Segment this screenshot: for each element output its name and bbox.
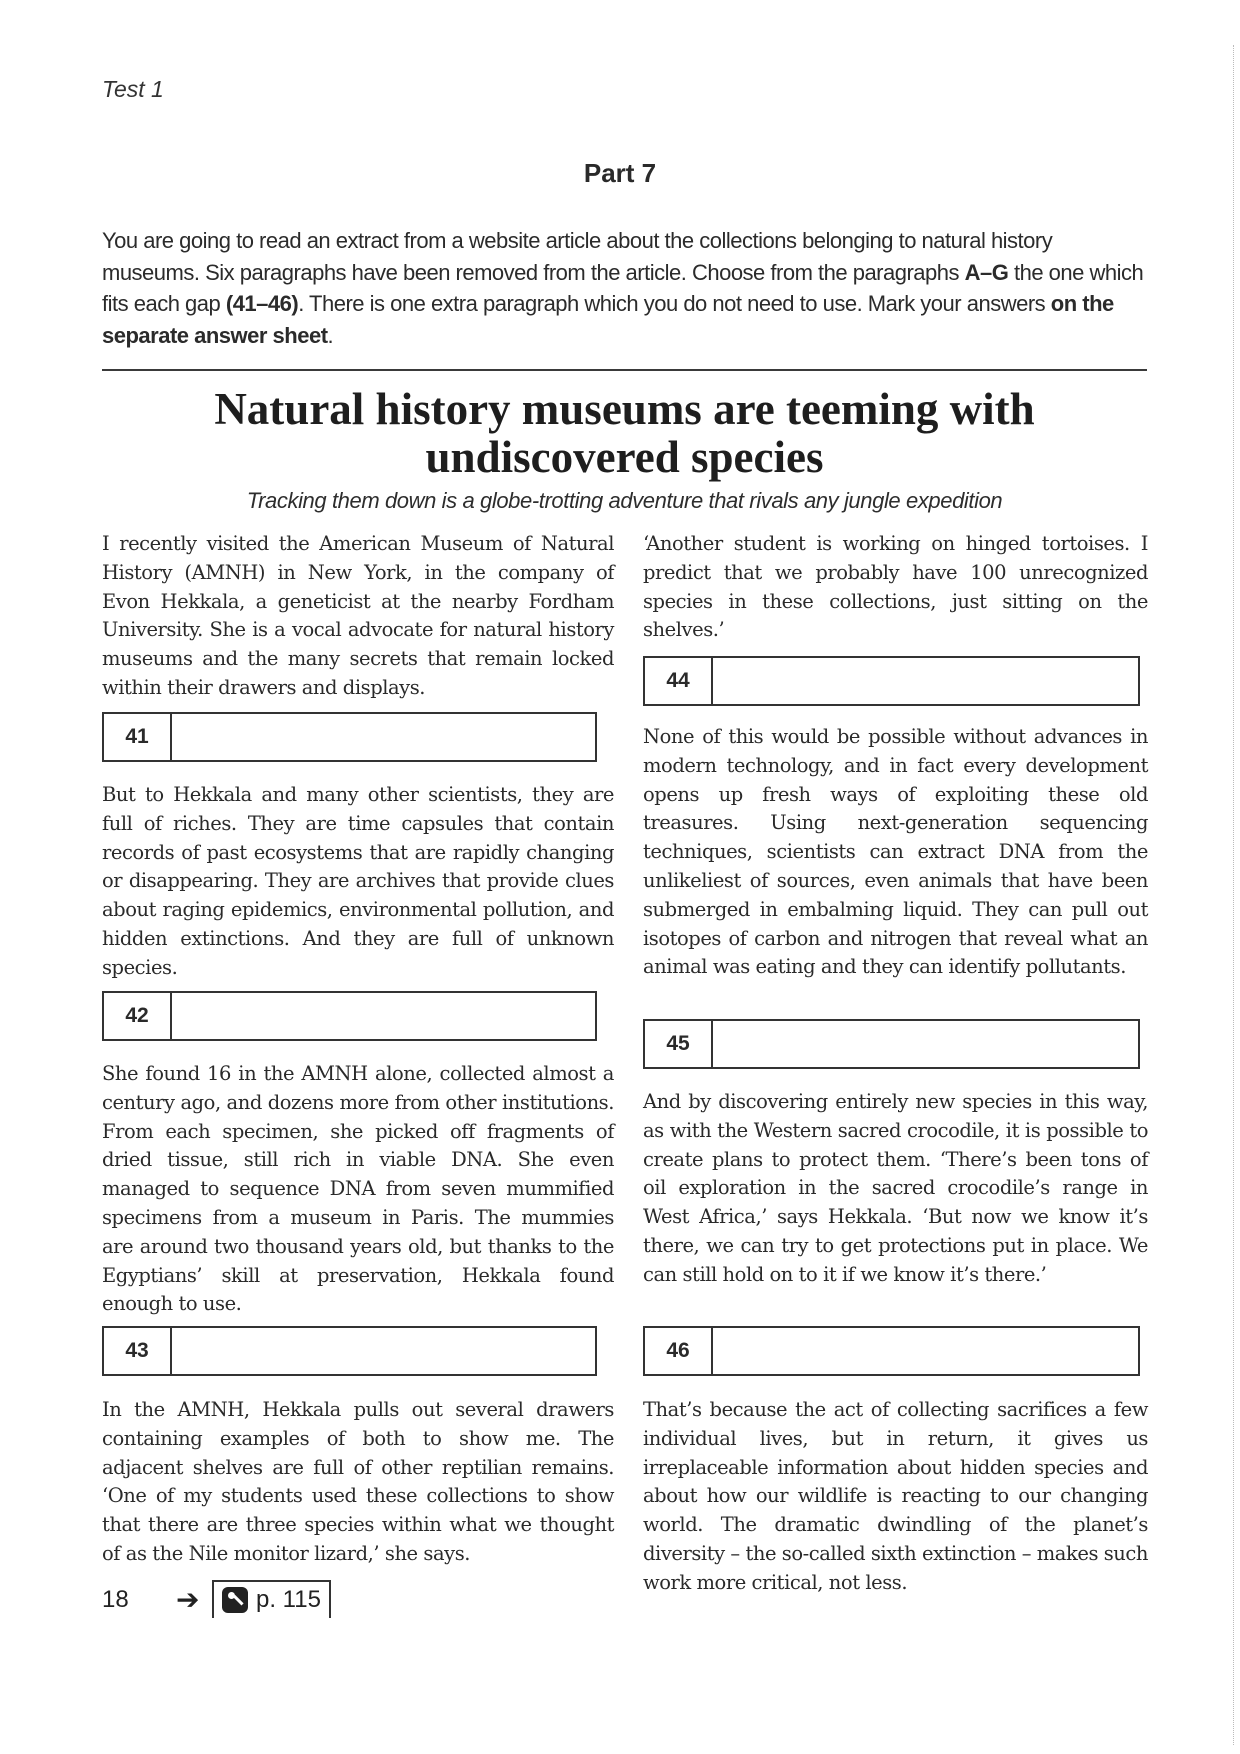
gap-answer-field[interactable] — [713, 1021, 1138, 1067]
article-paragraph-8: That’s because the act of collecting sacrifices a few individual lives, but in return, it gives us irreplaceable information about hidden species and about how our wildlife is reacting to our changing world. The dramatic dwindling of the planet’s diversity – the so-called sixth extinction – makes such work more critical, not less. — [643, 1398, 1148, 1594]
key-icon — [222, 1587, 248, 1613]
gap-43[interactable] — [102, 1326, 597, 1376]
task-instructions — [102, 225, 1147, 351]
instructions-text-3: . There is one extra paragraph which you do not need to use. Mark your answers — [298, 291, 1051, 316]
gap-number: 44 — [645, 658, 713, 704]
gap-number: 46 — [645, 1328, 713, 1374]
gap-answer-field[interactable] — [172, 714, 595, 760]
article-paragraph-2: But to Hekkala and many other scientists, they are full of riches. They are time capsules that contain records of past ecosystems that are rapidly changing or disappearing. They are archives that provide clues about raging epidemics, environmental pollution, and hidden extinctions. And they are full of unknown species. — [102, 783, 614, 979]
article-paragraph-3: She found 16 in the AMNH alone, collected almost a century ago, and dozens more from other institutions. From each specimen, she picked off fragments of dried tissue, still rich in viable DNA. She even managed to sequence DNA from seven mummified specimens from a museum in Paris. The mummies are around two thousand years old, but thanks to the Egyptians’ skill at preservation, Hekkala found enough to use. — [102, 1062, 614, 1316]
article-paragraph-5: ‘Another student is working on hinged tortoises. I predict that we probably have 100 unrecognized species in these collections, just sitting on the shelves.’ — [643, 532, 1148, 642]
gap-number: 43 — [104, 1328, 172, 1374]
gap-41[interactable] — [102, 712, 597, 762]
gap-number: 45 — [645, 1021, 713, 1067]
instructions-answer-sheet: on the separate answer sheet — [102, 291, 1114, 348]
gap-number: 42 — [104, 993, 172, 1039]
scan-edge-line — [1233, 45, 1235, 1745]
instructions-text-2: the one which fits each gap — [102, 259, 1144, 316]
article-paragraph-7: And by discovering entirely new species in this way, as with the Western sacred crocodile, it is possible to create plans to protect them. ‘There’s been tons of oil exploration in the sacred crocodile’s range in West Africa,’ says Hekkala. ‘But now we know it’s there, we can try to get protections put in place. We can still hold on to it if we know it’s there.’ — [643, 1090, 1148, 1286]
answer-key-page: p. 115 — [256, 1586, 321, 1613]
gap-46[interactable] — [643, 1326, 1140, 1376]
instructions-text-1: You are going to read an extract from a website article about the collections belonging to natural history museums. Six paragraphs have been removed from the article. Choose from the paragraphs — [102, 228, 1053, 285]
article-headline: Natural history museums are teeming with undiscovered species — [214, 384, 1035, 482]
instructions-gaps: (41–46) — [225, 291, 299, 316]
article-paragraph-1: I recently visited the American Museum of Natural History (AMNH) in New York, in the company of Evon Hekkala, a geneticist at the nearby Fordham University. She is a vocal advocate for natural history museums and the many secrets that remain locked within their drawers and displays. — [102, 532, 614, 699]
arrow-right-icon: ➔ — [176, 1584, 200, 1615]
gap-number: 41 — [104, 714, 172, 760]
answer-key-reference[interactable] — [212, 1580, 331, 1618]
article-paragraph-4: In the AMNH, Hekkala pulls out several drawers containing examples of both to show me. The adjacent shelves are full of other reptilian remains. ‘One of my students used these collections to show that there are three species within what we thought of as the Nile monitor lizard,’ she says. — [102, 1398, 614, 1565]
article-paragraph-6: None of this would be possible without advances in modern technology, and in fact every development opens up fresh ways of exploiting these old treasures. Using next-generation sequencing techniques, scientists can extract DNA from the unlikeliest of sources, even animals that have been submerged in embalming liquid. They can pull out isotopes of carbon and nitrogen that reveal what an animal was eating and they can identify pollutants. — [643, 725, 1148, 979]
test-label: Test 1 — [102, 76, 164, 102]
gap-45[interactable] — [643, 1019, 1140, 1069]
page-number: 18 — [102, 1586, 129, 1613]
gap-answer-field[interactable] — [172, 1328, 595, 1374]
part-title: Part 7 — [583, 158, 657, 188]
article-subheadline: Tracking them down is a globe-trotting adventure that rivals any jungle expedition — [246, 488, 1003, 513]
gap-answer-field[interactable] — [172, 993, 595, 1039]
gap-answer-field[interactable] — [713, 1328, 1138, 1374]
section-divider — [102, 369, 1147, 371]
gap-42[interactable] — [102, 991, 597, 1041]
gap-44[interactable] — [643, 656, 1140, 706]
instructions-text-4: . — [327, 322, 334, 348]
instructions-range: A–G — [964, 259, 1009, 285]
gap-answer-field[interactable] — [713, 658, 1138, 704]
